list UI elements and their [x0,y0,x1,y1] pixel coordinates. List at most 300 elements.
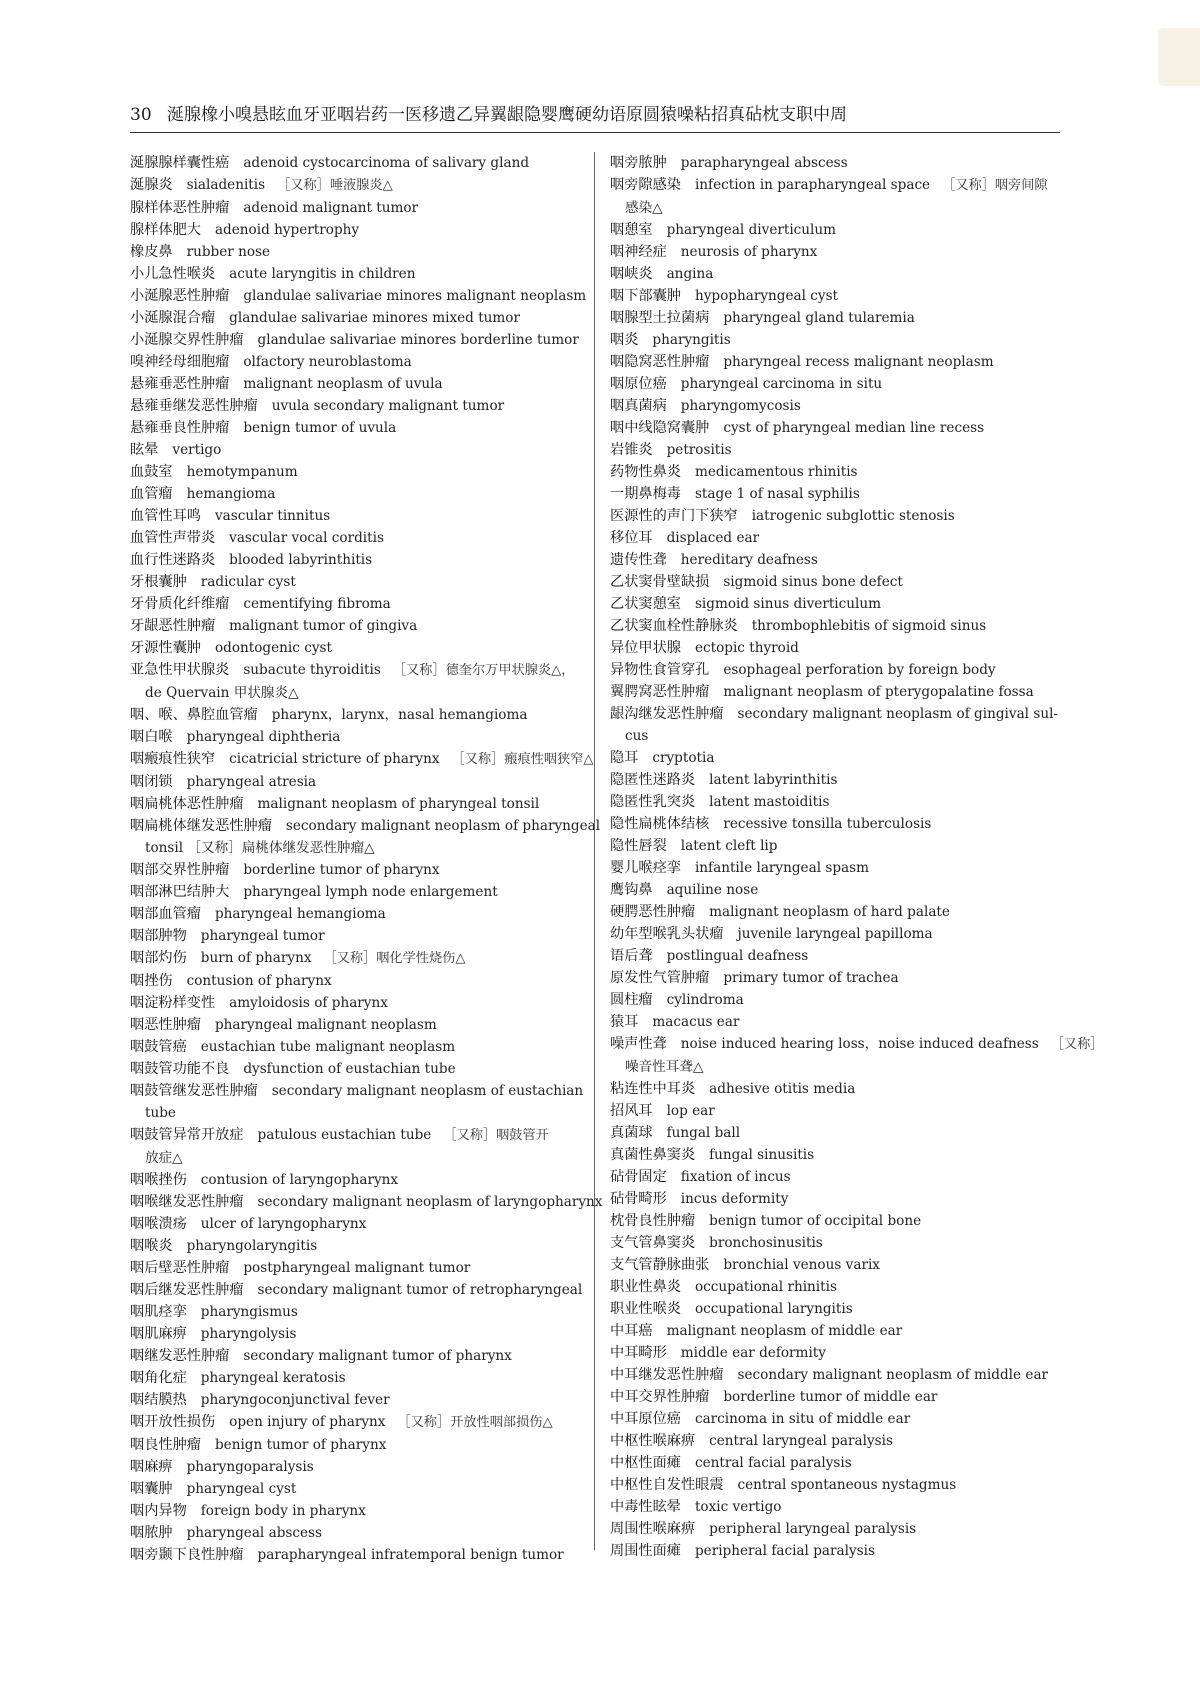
entry-english: pharyngolysis [200,1326,297,1342]
entry-term: 异位甲状腺 [610,640,681,656]
entry-term: 隐性扁桃体结核 [610,816,710,832]
entry-term: 牙源性囊肿 [130,640,201,656]
entry-term: 隐匿性迷路炎 [610,772,696,788]
entry-term: 涎腺炎 [130,177,173,193]
glossary-entry [130,947,583,970]
entry-english: benign tumor of uvula [243,420,397,436]
entry-term: 药物性鼻炎 [610,464,681,480]
glossary-entry [610,483,1062,505]
entry-english: fixation of incus [680,1169,791,1185]
entry-english: pharyngeal diphtheria [186,729,341,745]
entry-term: 牙龈恶性肿瘤 [130,618,216,634]
entry-term: 血鼓室 [130,464,173,480]
glossary-entry [130,1191,603,1213]
entry-english: occupational rhinitis [694,1279,837,1295]
entry-english: adenoid cystocarcinoma of salivary gland [243,155,530,171]
glossary-entry [610,1364,1062,1386]
glossary-entry [130,726,583,748]
glossary-entry [610,505,1062,527]
glossary-entry [610,527,1062,549]
entry-term: 咽鼓管癌 [130,1039,187,1055]
entry-english: vascular vocal corditis [229,530,384,546]
entry-english: infantile laryngeal spasm [694,860,870,876]
entry-english: bronchosinusitis [709,1235,823,1251]
entry-term: 真菌球 [610,1125,653,1141]
glossary-entry [130,505,583,527]
glossary-entry [130,263,583,285]
glossary-entry [130,174,583,197]
entry-english: malignant neoplasm of pharyngeal tonsil [257,796,540,812]
entry-term: 原发性气管肿瘤 [610,970,710,986]
glossary-entry [610,989,1062,1011]
entry-term: 咽鼓管继发恶性肿瘤 [130,1083,258,1099]
glossary-entry [130,748,594,771]
entry-english: noise induced hearing loss，noise induced deafness [680,1036,1039,1052]
entry-term: 砧骨固定 [610,1169,667,1185]
entry-english: thrombophlebitis of sigmoid sinus [751,618,987,634]
glossary-entry [610,373,1062,395]
entry-synonym: ［又称］咽化学性烧伤△ [323,951,466,966]
entry-english: secondary malignant tumor of retropharyngeal [257,1282,583,1298]
entry-english: borderline tumor of middle ear [723,1389,938,1405]
page-header [130,103,1060,127]
glossary-entry [610,791,1062,813]
entry-english: fungal sinusitis [709,1147,815,1163]
entry-english: central laryngeal paralysis [709,1433,893,1449]
entry-term: 咽部交界性肿瘤 [130,862,230,878]
entry-continuation: tube [145,1105,176,1121]
entry-english: occupational laryngitis [694,1301,853,1317]
entry-term: 咽腺型土拉菌病 [610,310,710,326]
entry-term: 中耳继发恶性肿瘤 [610,1367,724,1383]
entry-term: 语后聋 [610,948,653,964]
entry-term: 咽角化症 [130,1370,187,1386]
entry-english: pharyngoparalysis [186,1459,314,1475]
glossary-entry [130,903,583,925]
glossary-entry [130,1235,583,1257]
entry-term: 咽隐窝恶性肿瘤 [610,354,710,370]
entry-english: pharyngeal diverticulum [666,222,837,238]
glossary-entry [610,769,1062,791]
entry-english: glandulae salivariae minores malignant neoplasm [243,288,587,304]
entry-term: 咽、喉、鼻腔血管瘤 [130,707,258,723]
entry-term: 中耳癌 [610,1323,653,1339]
entry-continuation: de Quervain 甲状腺炎△ [145,685,299,701]
entry-continuation: cus [625,728,649,744]
entry-term: 咽部血管瘤 [130,906,201,922]
entry-english: cementifying fibroma [243,596,391,612]
glossary-entry [130,704,583,726]
entry-english: carcinoma in situ of middle ear [694,1411,911,1427]
glossary-entry [610,835,1062,857]
glossary-entry [610,1188,1062,1210]
entry-english: cicatricial stricture of pharynx [229,751,440,767]
glossary-entry [610,152,1062,174]
glossary-entry [130,925,583,947]
entry-english: lop ear [666,1103,715,1119]
entry-english: pharyngismus [200,1304,298,1320]
entry-term: 乙状窦憩室 [610,596,681,612]
glossary-entry [610,241,1062,263]
entry-term: 噪声性聋 [610,1036,667,1052]
glossary-entry [130,1389,583,1411]
entry-term: 咽扁桃体继发恶性肿瘤 [130,818,272,834]
glossary-entry [130,615,583,637]
entry-english: pharyngeal tumor [200,928,325,944]
entry-term: 橡皮鼻 [130,244,173,260]
entry-english: recessive tonsilla tuberculosis [723,816,932,832]
entry-english: juvenile laryngeal papilloma [737,926,933,942]
entry-term: 眩晕 [130,442,159,458]
entry-term: 枕骨良性肿瘤 [610,1213,696,1229]
glossary-entry [610,1122,1062,1144]
glossary-entry [130,659,583,704]
entry-english: pharyngeal abscess [186,1525,322,1541]
glossary-entry [610,395,1062,417]
entry-term: 龈沟继发恶性肿瘤 [610,706,724,722]
entry-term: 咽喉溃疡 [130,1216,187,1232]
entry-term: 隐匿性乳突炎 [610,794,696,810]
entry-english: secondary malignant neoplasm of laryngopharynx [257,1194,603,1210]
entry-english: pharyngeal hemangioma [214,906,386,922]
entry-english: malignant neoplasm of uvula [243,376,443,392]
entry-english: rubber nose [186,244,271,260]
entry-term: 周围性面瘫 [610,1543,681,1559]
glossary-entry [130,483,583,505]
glossary-entry [610,967,1062,989]
glossary-entry [610,1033,1104,1078]
entry-english: burn of pharynx [200,950,312,966]
entry-english: latent cleft lip [680,838,778,854]
entry-term: 咽喉炎 [130,1238,173,1254]
glossary-entry [130,373,583,395]
entry-term: 中耳原位癌 [610,1411,681,1427]
entry-english: secondary malignant neoplasm of pharyngeal [285,818,601,834]
entry-english: amyloidosis of pharynx [229,995,388,1011]
entry-english: pharyngeal carcinoma in situ [680,376,883,392]
entry-english: secondary malignant neoplasm of eustachian [271,1083,584,1099]
entry-term: 咽闭锁 [130,774,173,790]
glossary-entry [610,1210,1062,1232]
glossary-entry [130,1213,583,1235]
entry-term: 血管性声带炎 [130,530,216,546]
entry-english: neurosis of pharynx [680,244,818,260]
entry-term: 招风耳 [610,1103,653,1119]
entry-synonym: ［又称］唾液腺炎△ [277,178,393,193]
entry-term: 咽鼓管功能不良 [130,1061,230,1077]
entry-english: incus deformity [680,1191,789,1207]
glossary-entry [130,793,583,815]
glossary-entry [130,1279,583,1301]
entry-english: hemotympanum [186,464,298,480]
entry-term: 幼年型喉乳头状瘤 [610,926,724,942]
entry-term: 咽继发恶性肿瘤 [130,1348,230,1364]
glossary-entry [130,1080,583,1124]
entry-english: acute laryngitis in children [229,266,416,282]
glossary-entry [610,1342,1062,1364]
entry-term: 一期鼻梅毒 [610,486,681,502]
entry-english: toxic vertigo [694,1499,782,1515]
entry-english: secondary malignant neoplasm of gingival sul- [737,706,1059,722]
entry-english: malignant neoplasm of pterygopalatine fossa [723,684,1034,700]
glossary-entry [130,461,583,483]
glossary-entry [610,1496,1062,1518]
entry-term: 悬雍垂恶性肿瘤 [130,376,230,392]
entry-term: 异物性食管穿孔 [610,662,710,678]
entry-term: 中枢性喉麻痹 [610,1433,696,1449]
entry-english: pharyngomycosis [680,398,801,414]
entry-english: contusion of laryngopharynx [200,1172,399,1188]
entry-english: vertigo [172,442,222,458]
column-divider [594,152,595,1550]
entry-english: sigmoid sinus bone defect [723,574,903,590]
entry-english: secondary malignant tumor of pharynx [243,1348,512,1364]
entry-continuation: 放症△ [145,1150,183,1166]
entry-english: uvula secondary malignant tumor [271,398,505,414]
entry-english: pharyngolaryngitis [186,1238,318,1254]
entry-term: 咽后壁恶性肿瘤 [130,1260,230,1276]
glossary-entry [610,439,1062,461]
glossary-entry [130,637,583,659]
entry-term: 咽部灼伤 [130,950,187,966]
glossary-entry [130,1058,583,1080]
entry-english: adenoid hypertrophy [214,222,360,238]
header-rule [130,132,1060,133]
glossary-entry [610,1232,1062,1254]
entry-term: 咽喉继发恶性肿瘤 [130,1194,244,1210]
entry-continuation: 感染△ [625,200,663,216]
entry-english: medicamentous rhinitis [694,464,858,480]
entry-english: eustachian tube malignant neoplasm [200,1039,456,1055]
entry-english: fungal ball [666,1125,741,1141]
glossary-entry [130,439,583,461]
glossary-entry [130,593,583,615]
entry-english: infection in parapharyngeal space [694,177,931,193]
entry-term: 咽中线隐窝囊肿 [610,420,710,436]
entry-english: secondary malignant neoplasm of middle ear [737,1367,1049,1383]
entry-english: bronchial venous varix [723,1257,880,1273]
entry-term: 遗传性聋 [610,552,667,568]
glossary-entry [130,351,583,373]
entry-english: adenoid malignant tumor [243,200,419,216]
entry-term: 血行性迷路炎 [130,552,216,568]
entry-term: 咽后继发恶性肿瘤 [130,1282,244,1298]
entry-english: postpharyngeal malignant tumor [243,1260,471,1276]
entry-english: pharyngeal gland tularemia [723,310,915,326]
entry-continuation: 噪音性耳聋△ [625,1059,704,1075]
glossary-entry [130,992,583,1014]
glossary-entry [130,1036,583,1058]
entry-term: 咽部淋巴结肿大 [130,884,230,900]
entry-term: 血管瘤 [130,486,173,502]
entry-english: central spontaneous nystagmus [737,1477,957,1493]
glossary-entry [610,1276,1062,1298]
glossary-entry [130,1434,583,1456]
entry-synonym: ［又称］瘢痕性咽狭窄△ [451,752,594,767]
entry-term: 翼腭窝恶性肿瘤 [610,684,710,700]
glossary-entry [610,1011,1062,1033]
glossary-entry [610,1518,1062,1540]
entry-english: latent mastoiditis [709,794,830,810]
entry-term: 咽肌痉挛 [130,1304,187,1320]
glossary-entry [130,1124,583,1169]
entry-term: 圆柱瘤 [610,992,653,1008]
glossary-entry [610,1320,1062,1342]
glossary-entry [610,747,1062,769]
entry-term: 血管性耳鸣 [130,508,201,524]
entry-term: 隐耳 [610,750,639,766]
entry-english: olfactory neuroblastoma [243,354,412,370]
glossary-entry [610,329,1062,351]
entry-term: 咽旁颞下良性肿瘤 [130,1547,244,1563]
glossary-entry [130,1478,583,1500]
glossary-entry [610,1540,1062,1562]
entry-english: pharynx，larynx，nasal hemangioma [271,707,528,723]
entry-english: pharyngeal cyst [186,1481,297,1497]
glossary-entry [610,901,1062,923]
glossary-entry [610,1430,1062,1452]
entry-term: 咽峡炎 [610,266,653,282]
glossary-entry [130,1544,583,1566]
entry-term: 支气管鼻窦炎 [610,1235,696,1251]
entry-english: central facial paralysis [694,1455,852,1471]
entry-term: 咽憩室 [610,222,653,238]
entry-english: odontogenic cyst [214,640,332,656]
entry-english: displaced ear [666,530,760,546]
entry-english: pharyngeal recess malignant neoplasm [723,354,994,370]
entry-english: cryptotia [652,750,715,766]
glossary-entry [130,1500,583,1522]
entry-term: 移位耳 [610,530,653,546]
entry-english: ulcer of laryngopharynx [200,1216,367,1232]
entry-term: 医源性的声门下狭窄 [610,508,738,524]
entry-term: 牙骨质化纤维瘤 [130,596,230,612]
glossary-entry [130,152,583,174]
glossary-entry [610,857,1062,879]
glossary-entry [610,417,1062,439]
entry-english: vascular tinnitus [214,508,331,524]
glossary-entry [610,549,1062,571]
entry-term: 嗅神经母细胞瘤 [130,354,230,370]
entry-term: 咽脓肿 [130,1525,173,1541]
glossary-entry [610,1298,1062,1320]
entry-english: open injury of pharynx [229,1414,386,1430]
running-title: 涎腺橡小嗅悬眩血牙亚咽岩药一医移遗乙异翼龈隐婴鹰硬幼语原圆猿噪粘招真砧枕支职中周 [167,105,848,125]
entry-term: 咽开放性损伤 [130,1414,216,1430]
glossary-entry [130,1522,583,1544]
entry-english: borderline tumor of pharynx [243,862,440,878]
glossary-entry [610,813,1062,835]
entry-term: 猿耳 [610,1014,639,1030]
entry-term: 咽良性肿瘤 [130,1437,201,1453]
entry-term: 中毒性眩晕 [610,1499,681,1515]
entry-english: benign tumor of occipital bone [709,1213,922,1229]
entry-english: postlingual deafness [666,948,809,964]
entry-english: parapharyngeal infratemporal benign tumor [257,1547,564,1563]
entry-english: patulous eustachian tube [257,1127,432,1143]
entry-english: radicular cyst [200,574,296,590]
entry-english: pharyngoconjunctival fever [200,1392,390,1408]
glossary-entry [130,1169,583,1191]
glossary-entry [610,637,1062,659]
glossary-entry [130,241,583,263]
entry-english: hypopharyngeal cyst [694,288,839,304]
entry-term: 砧骨畸形 [610,1191,667,1207]
glossary-entry [130,1456,583,1478]
entry-english: cylindroma [666,992,744,1008]
entry-english: middle ear deformity [680,1345,826,1361]
glossary-entry [130,285,587,307]
glossary-entry [610,461,1062,483]
entry-english: primary tumor of trachea [723,970,899,986]
entry-english: pharyngeal lymph node enlargement [243,884,498,900]
entry-term: 咽鼓管异常开放症 [130,1127,244,1143]
glossary-entry [610,263,1062,285]
left-column [130,152,603,1566]
entry-term: 隐性唇裂 [610,838,667,854]
entry-term: 咽淀粉样变性 [130,995,216,1011]
entry-term: 乙状窦血栓性静脉炎 [610,618,738,634]
glossary-entry [610,1144,1062,1166]
entry-english: esophageal perforation by foreign body [723,662,996,678]
entry-english: contusion of pharynx [186,973,332,989]
entry-english: glandulae salivariae minores borderline tumor [257,332,579,348]
entry-term: 咽麻痹 [130,1459,173,1475]
entry-term: 悬雍垂良性肿瘤 [130,420,230,436]
entry-synonym: ［又称］咽鼓管开 [443,1128,549,1143]
entry-term: 中耳畸形 [610,1345,667,1361]
glossary-entry [610,703,1062,747]
glossary-entry [130,1014,583,1036]
entry-english: malignant neoplasm of hard palate [709,904,950,920]
glossary-entry [130,859,583,881]
entry-english: subacute thyroiditis [243,662,381,678]
glossary-entry [610,1254,1062,1276]
glossary-entry [610,1408,1062,1430]
entry-english: aquiline nose [666,882,759,898]
entry-english: pharyngeal keratosis [200,1370,346,1386]
entry-english: adhesive otitis media [709,1081,856,1097]
entry-term: 咽旁脓肿 [610,155,667,171]
entry-term: 咽下部囊肿 [610,288,681,304]
entry-term: 咽结膜热 [130,1392,187,1408]
entry-english: malignant neoplasm of middle ear [666,1323,903,1339]
glossary-entry [610,615,1062,637]
entry-english: peripheral facial paralysis [694,1543,875,1559]
entry-term: 咽肌麻痹 [130,1326,187,1342]
glossary-entry [130,219,583,241]
entry-english: benign tumor of pharynx [214,1437,387,1453]
entry-term: 涎腺腺样囊性癌 [130,155,230,171]
entry-term: 咽喉挫伤 [130,1172,187,1188]
glossary-entry [130,1323,583,1345]
entry-term: 咽真菌病 [610,398,667,414]
glossary-entry [610,1078,1062,1100]
glossary-entry [130,1301,583,1323]
glossary-entry [610,1452,1062,1474]
right-column [610,152,1104,1562]
entry-term: 职业性鼻炎 [610,1279,681,1295]
glossary-entry [130,970,583,992]
glossary-entry [130,815,601,859]
entry-term: 小涎腺混合瘤 [130,310,216,326]
entry-term: 小涎腺恶性肿瘤 [130,288,230,304]
entry-english: latent labyrinthitis [709,772,838,788]
entry-term: 咽内异物 [130,1503,187,1519]
glossary-entry [130,417,583,439]
entry-term: 婴儿喉痉挛 [610,860,681,876]
glossary-entry [130,549,583,571]
